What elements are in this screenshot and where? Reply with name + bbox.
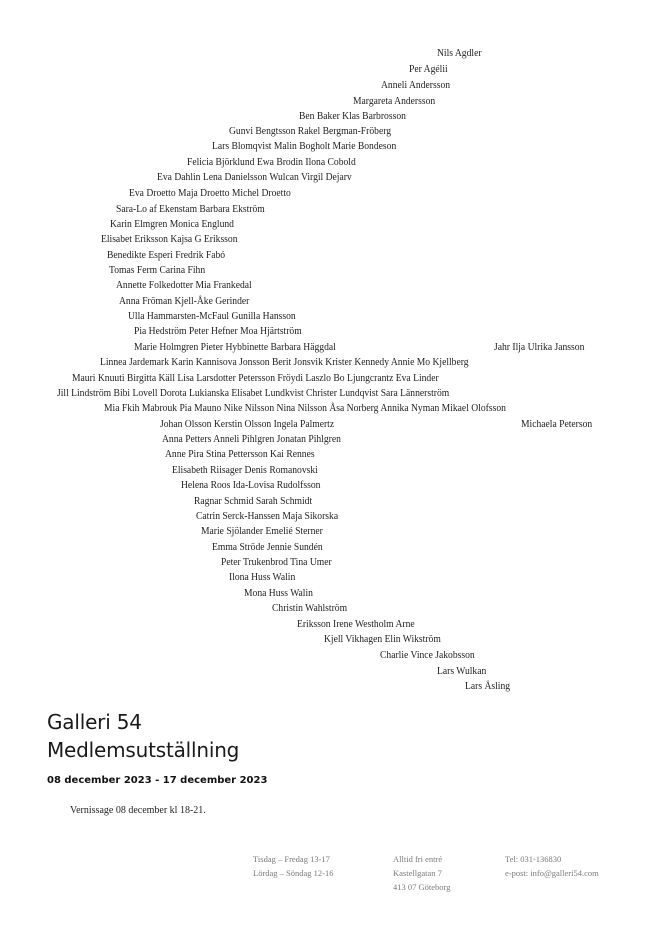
member-name-line: Peter Trukenbrod Tina Umer (221, 557, 332, 568)
member-name-line: Christin Wahlström (272, 603, 348, 614)
member-name-line: Ilona Huss Walin (229, 572, 296, 583)
member-name-line: Lars Wulkan (437, 666, 487, 677)
exhibition-title: Medlemsutställning (47, 738, 240, 762)
member-name-line: Per Agélii (409, 64, 448, 75)
member-name-line: Linnea Jardemark Karin Kannisova Jonsson Berit Jonsvik Krister Kennedy Annie Mo Kjellberg (100, 357, 469, 368)
member-name-line: Ben Baker Klas Barbrosson (299, 111, 406, 122)
exhibition-dates: 08 december 2023 - 17 december 2023 (47, 775, 268, 786)
phone-number: Tel: 031-136830 (505, 854, 562, 864)
member-name-line: Anneli Andersson (381, 80, 451, 91)
member-name-line: Mauri Knuuti Birgitta Käll Lisa Larsdotter Petersson Fröydi Laszlo Bo Ljungcrantz Eva Linder (72, 373, 439, 384)
member-name-line: Johan Olsson Kerstin Olsson Ingela Palmertz (160, 419, 335, 430)
member-name-line: Elisabeth Riisager Denis Romanovski (172, 465, 318, 476)
member-name-line: Charlie Vince Jakobsson (380, 650, 475, 661)
member-name-line: Ragnar Schmid Sarah Schmidt (194, 496, 313, 507)
member-name-line: Lars Äsling (465, 681, 511, 692)
member-name-line: Annette Folkedotter Mia Frankedal (116, 280, 252, 291)
member-name-line: Michaela Peterson (521, 419, 593, 430)
vernissage-info: Vernissage 08 december kl 18-21. (70, 805, 206, 816)
member-name-line: Anne Pira Stina Pettersson Kai Rennes (165, 449, 315, 460)
member-name-line: Anna Petters Anneli Pihlgren Jonatan Pihlgren (162, 434, 341, 445)
member-name-line: Mona Huss Walin (244, 588, 313, 599)
gallery-name: Galleri 54 (47, 710, 142, 734)
member-name-line: Emma Ströde Jennie Sundén (212, 542, 323, 553)
member-name-line: Gunvi Bengtsson Rakel Bergman-Fröberg (229, 126, 392, 137)
member-name-line: Margareta Andersson (353, 96, 436, 107)
member-name-line: Pia Hedström Peter Hefner Moa Hjärtström (134, 326, 302, 337)
member-name-line: Jahr Ilja Ulrika Jansson (494, 342, 585, 353)
member-name-line: Ulla Hammarsten-McFaul Gunilla Hansson (128, 311, 296, 322)
member-name-line: Felicia Björklund Ewa Brodin Ilona Cobold (187, 157, 356, 168)
postal-address: 413 07 Göteborg (393, 882, 451, 892)
member-name-line: Marie Sjölander Emelié Sterner (201, 526, 323, 537)
member-name-line: Sara-Lo af Ekenstam Barbara Ekström (116, 204, 265, 215)
member-name-line: Marie Holmgren Pieter Hybbinette Barbara Häggdal (134, 342, 336, 353)
opening-hours-weekend: Lördag – Söndag 12-16 (253, 868, 334, 878)
member-name-line: Anna Fröman Kjell-Åke Gerinder (119, 296, 250, 307)
member-name-line: Tomas Ferm Carina Fihn (109, 265, 206, 276)
member-name-line: Elisabet Eriksson Kajsa G Eriksson (101, 234, 238, 245)
member-name-line: Eva Droetto Maja Droetto Michel Droetto (129, 188, 291, 199)
member-name-line: Eva Dahlin Lena Danielsson Wulcan Virgil Dejarv (157, 172, 352, 183)
member-name-line: Kjell Vikhagen Elin Wikström (324, 634, 441, 645)
member-name-line: Jill Lindström Bibi Lovell Dorota Lukianska Elisabet Lundkvist Christer Lundqvist Sara Lännerström (57, 388, 450, 399)
street-address: Kastellgatan 7 (393, 868, 442, 878)
member-name-line: Benedikte Esperi Fredrik Fabó (107, 250, 226, 261)
member-name-line: Lars Blomqvist Malin Bogholt Marie Bondeson (212, 141, 397, 152)
member-name-line: Helena Roos Ida-Lovisa Rudolfsson (181, 480, 321, 491)
opening-hours-weekdays: Tisdag – Fredag 13-17 (253, 854, 330, 864)
member-name-line: Mia Fkih Mabrouk Pia Mauno Nike Nilsson Nina Nilsson Åsa Norberg Annika Nyman Mikael Olofsson (104, 403, 506, 414)
free-entry-note: Alltid fri entré (393, 854, 443, 864)
member-name-line: Catrin Serck-Hanssen Maja Sikorska (196, 511, 339, 522)
member-name-line: Nils Agdler (437, 48, 482, 59)
email-address: e-post: info@galleri54.com (505, 868, 599, 878)
member-name-line: Eriksson Irene Westholm Arne (297, 619, 415, 630)
member-name-line: Karin Elmgren Monica Englund (110, 219, 234, 230)
